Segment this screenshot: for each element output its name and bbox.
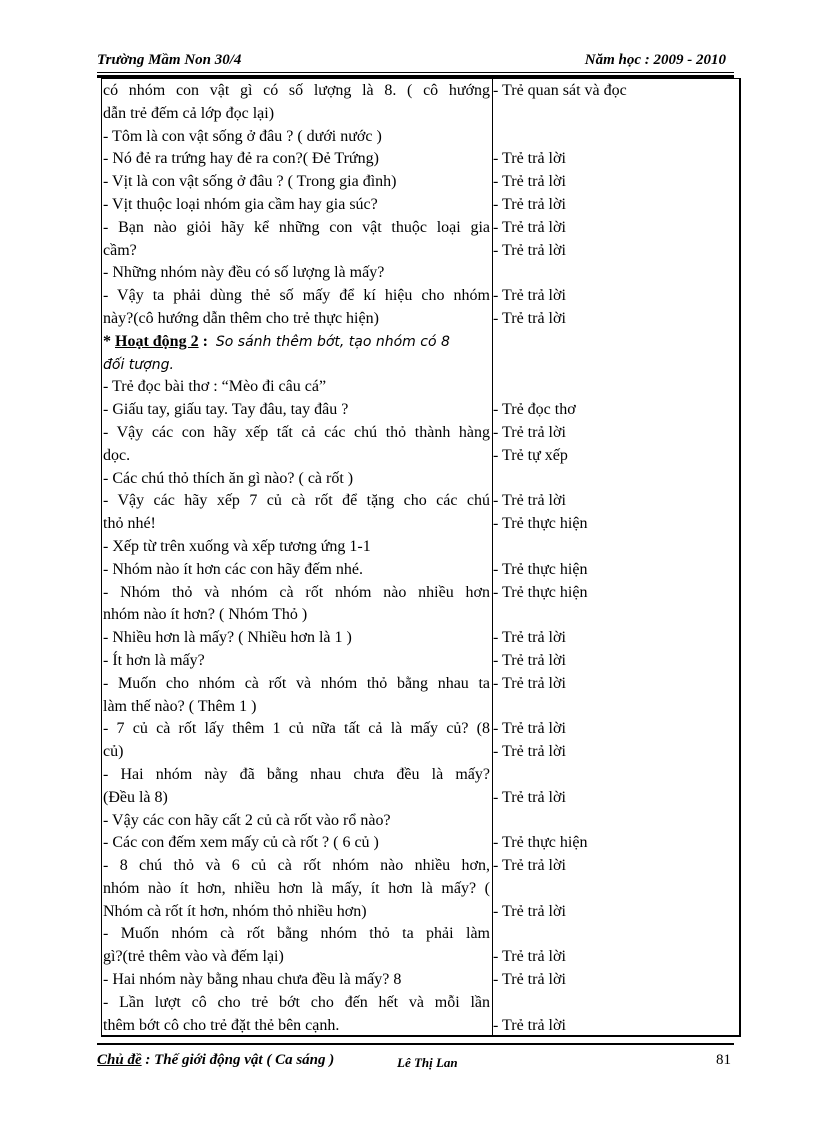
heading-colon: : (198, 332, 216, 350)
child-response: - Trẻ trả lời (493, 1016, 566, 1034)
child-response: - Trẻ trả lời (493, 241, 566, 259)
topic-line (97, 1052, 334, 1069)
child-response: - Trẻ thực hiện (493, 583, 588, 601)
child-response (493, 536, 733, 559)
child-response (493, 354, 733, 377)
child-response (493, 376, 733, 399)
teacher-line: - Giấu tay, giấu tay. Tay đâu, tay đâu ? (103, 401, 349, 419)
child-response: - Trẻ trả lời (493, 857, 566, 875)
teacher-line: cầm? (103, 241, 137, 259)
child-response (493, 262, 733, 285)
teacher-line: dẫn trẻ đếm cả lớp đọc lại) (103, 104, 275, 122)
teacher-line: - Vịt là con vật sống ở đâu ? ( Trong gia đình) (103, 173, 397, 191)
child-response: - Trẻ trả lời (493, 674, 566, 692)
child-response: - Trẻ trả lời (493, 971, 566, 989)
teacher-line: - Vậy các con hãy cất 2 củ cà rốt vào rổ nào? (103, 811, 391, 829)
teacher-line: nhóm nào ít hơn, nhiều hơn là mấy, ít hơn là mấy? ( (103, 879, 490, 897)
child-response: - Trẻ quan sát và đọc (493, 82, 627, 99)
child-response (493, 923, 733, 946)
child-response (493, 604, 733, 627)
child-response (493, 468, 733, 491)
teacher-line: dọc. (103, 446, 131, 464)
teacher-line: (Đều là 8) (103, 788, 168, 806)
teacher-line: - Trẻ đọc bài thơ : “Mèo đi câu cá” (103, 378, 327, 396)
teacher-activity-column (103, 80, 490, 1037)
activity-title: Hoạt động 2 (115, 332, 199, 350)
child-response: - Trẻ thực hiện (493, 834, 588, 852)
child-response: - Trẻ trả lời (493, 902, 566, 920)
teacher-line: - Nhóm thỏ và nhóm cà rốt nhóm nào nhiều hơn (103, 583, 490, 601)
heading-bullet: * (103, 332, 115, 350)
author-name: Lê Thị Lan (397, 1055, 458, 1070)
teacher-line: - Nó đẻ ra trứng hay đẻ ra con?( Đẻ Trứng) (103, 150, 379, 168)
child-response (493, 331, 733, 354)
teacher-line: này?(cô hướng dẫn thêm cho trẻ thực hiện) (103, 309, 379, 327)
child-response: - Trẻ trả lời (493, 309, 566, 327)
teacher-line: nhóm nào ít hơn? ( Nhóm Thỏ ) (103, 606, 308, 624)
teacher-line: - Nhóm nào ít hơn các con hãy đếm nhé. (103, 560, 363, 578)
teacher-line: - Hai nhóm này đã bằng nhau chưa đều là mấy? (103, 765, 490, 783)
child-response (493, 810, 733, 833)
child-response (493, 696, 733, 719)
teacher-line: - 7 củ cà rốt lấy thêm 1 củ nữa tất cả là mấy củ? (8 (103, 720, 490, 738)
topic-label: Chủ đề (97, 1052, 142, 1068)
child-response: - Trẻ trả lời (493, 743, 566, 761)
teacher-line: gì?(trẻ thêm vào và đếm lại) (103, 948, 284, 966)
teacher-line: - Những nhóm này đều có số lượng là mấy? (103, 264, 385, 282)
teacher-line: - Bạn nào giỏi hãy kể những con vật thuộc loại gia (103, 218, 490, 236)
teacher-line: - Lần lượt cô cho trẻ bớt cho đến hết và mỗi lần (103, 993, 490, 1011)
page-header (97, 52, 734, 72)
child-response: - Trẻ tự xếp (493, 446, 568, 464)
page-footer (97, 1052, 734, 1074)
teacher-line: - Nhiều hơn là mấy? ( Nhiều hơn là 1 ) (103, 629, 352, 647)
teacher-line: - Các chú thỏ thích ăn gì nào? ( cà rốt ) (103, 469, 354, 487)
school-name: Trường Mầm Non 30/4 (97, 52, 242, 68)
child-response: - Trẻ trả lời (493, 720, 566, 738)
child-response: - Trẻ trả lời (493, 492, 566, 510)
child-response (493, 878, 733, 901)
teacher-line: - 8 chú thỏ và 6 củ cà rốt nhóm nào nhiều hơn, (103, 857, 490, 875)
child-response: - Trẻ trả lời (493, 948, 566, 966)
child-response: - Trẻ trả lời (493, 150, 566, 168)
child-response: - Trẻ trả lời (493, 423, 566, 441)
teacher-line: - Tôm là con vật sống ở đâu ? ( dưới nước ) (103, 127, 382, 145)
teacher-line: Nhóm cà rốt ít hơn, nhóm thỏ nhiều hơn) (103, 902, 367, 920)
topic-text: : Thế giới động vật ( Ca sáng ) (141, 1052, 335, 1068)
teacher-line: - Vậy các con hãy xếp tất cả các chú thỏ thành hàng (103, 423, 490, 441)
teacher-line: - Muốn cho nhóm cà rốt và nhóm thỏ bằng nhau ta (103, 674, 490, 692)
child-response: - Trẻ trả lời (493, 788, 566, 806)
child-response (493, 992, 733, 1015)
teacher-line: - Muốn nhóm cà rốt bằng nhóm thỏ ta phải làm (103, 925, 490, 943)
child-response: - Trẻ trả lời (493, 651, 566, 669)
page-number: 81 (716, 1052, 731, 1068)
teacher-line: - Ít hơn là mấy? (103, 651, 205, 669)
teacher-line: củ) (103, 743, 124, 761)
teacher-line: - Các con đếm xem mấy củ cà rốt ? ( 6 củ ) (103, 834, 379, 852)
teacher-line: - Vịt thuộc loại nhóm gia cầm hay gia súc? (103, 195, 378, 213)
child-response: - Trẻ thực hiện (493, 560, 588, 578)
teacher-line: thỏ nhé! (103, 515, 156, 533)
teacher-line: - Hai nhóm này bằng nhau chưa đều là mấy? 8 (103, 971, 402, 989)
teacher-line: thêm bớt cô cho trẻ đặt thẻ bên cạnh. (103, 1016, 340, 1034)
school-year: Năm học : 2009 - 2010 (584, 52, 726, 68)
child-response: - Trẻ trả lời (493, 629, 566, 647)
child-response: - Trẻ trả lời (493, 287, 566, 305)
footer-rule (97, 1043, 734, 1045)
child-response: - Trẻ trả lời (493, 218, 566, 236)
child-response: - Trẻ trả lời (493, 195, 566, 213)
child-response (493, 126, 733, 149)
teacher-line: - Vậy ta phải dùng thẻ số mấy để kí hiệu cho nhóm (103, 287, 490, 305)
teacher-line: làm thế nào? ( Thêm 1 ) (103, 697, 257, 715)
teacher-line: có nhóm con vật gì có số lượng là 8. ( cô hướng (103, 82, 490, 99)
child-activity-column (493, 80, 733, 1037)
child-response (493, 764, 733, 787)
child-response (493, 103, 733, 126)
teacher-line: - Xếp từ trên xuống và xếp tương ứng 1-1 (103, 537, 371, 555)
child-response: - Trẻ trả lời (493, 173, 566, 191)
teacher-line: đối tượng. (103, 356, 174, 373)
activity-description: So sánh thêm bớt, tạo nhóm có 8 (215, 333, 450, 350)
activity-heading (103, 331, 490, 354)
teacher-line: - Vậy các hãy xếp 7 củ cà rốt để tặng cho các chú (103, 492, 490, 510)
child-response: - Trẻ đọc thơ (493, 401, 576, 419)
header-rule-thin (97, 72, 734, 73)
child-response: - Trẻ thực hiện (493, 515, 588, 533)
